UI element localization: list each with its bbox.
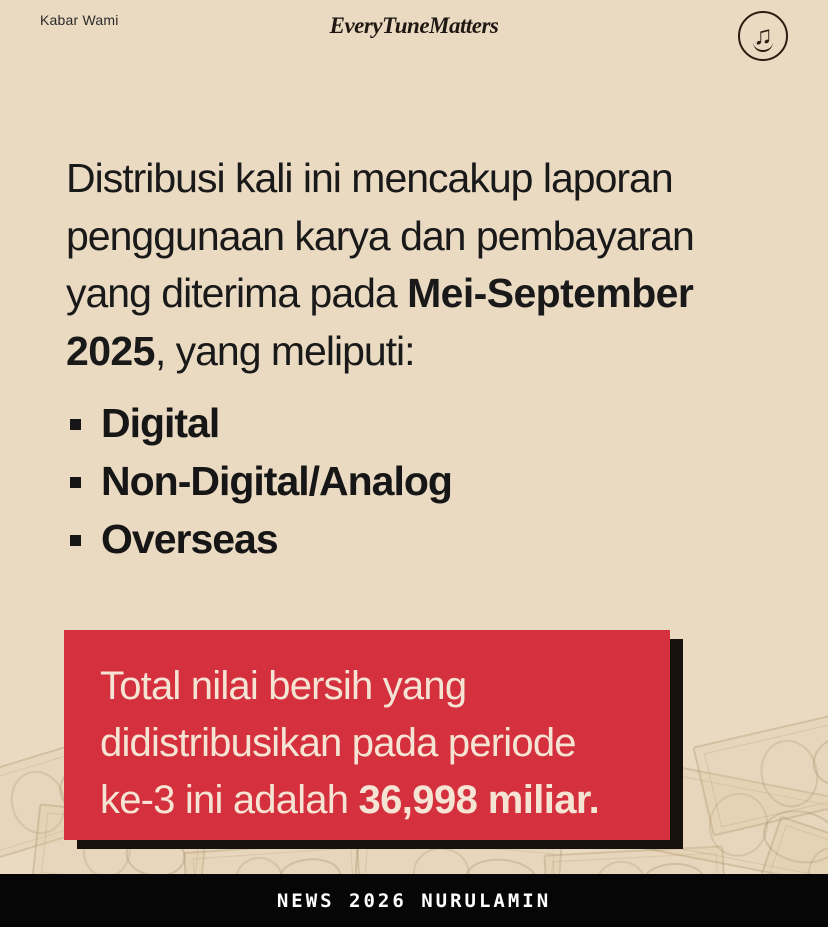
text-segment: Distribusi kali ini mencakup laporan	[66, 155, 673, 201]
square-bullet-icon	[70, 535, 81, 546]
bullet-item	[70, 510, 452, 568]
text-segment: Total nilai bersih yang	[100, 664, 467, 708]
bullet-label: Overseas	[101, 515, 278, 562]
intro-paragraph	[66, 150, 786, 380]
coverage-bullet-list	[70, 394, 452, 568]
text-segment: penggunaan karya dan pembayaran	[66, 212, 694, 259]
text-line	[100, 772, 650, 829]
text-line	[100, 658, 650, 715]
square-bullet-icon	[70, 477, 81, 488]
money-bill-decoration	[692, 700, 828, 837]
total-distribution-highlight-box	[64, 630, 670, 840]
footer-bar	[0, 874, 828, 927]
music-note-glyph: ♫	[753, 20, 773, 50]
text-line	[66, 323, 786, 381]
logo-hands-flourish	[753, 42, 773, 52]
text-line	[100, 715, 650, 772]
footer-caption: NEWS 2026 NURULAMIN	[276, 889, 552, 912]
text-segment: , yang meliputi:	[154, 327, 415, 374]
text-line	[66, 265, 786, 323]
bullet-label: Non-Digital/Analog	[101, 457, 452, 504]
text-segment: yang diterima pada	[66, 270, 408, 316]
text-segment: ke-3 ini adalah	[100, 778, 359, 822]
bullet-item	[70, 452, 452, 510]
text-line	[66, 208, 786, 266]
text-segment: 2025	[66, 327, 155, 374]
bullet-item	[70, 394, 452, 452]
bullet-label: Digital	[101, 399, 220, 446]
square-bullet-icon	[70, 419, 81, 430]
wordmark-title: EveryTuneMatters	[329, 13, 499, 38]
text-segment: Mei-September	[407, 270, 694, 316]
text-segment: 36,998 miliar.	[358, 778, 600, 822]
brand-left-label: Kabar Wami	[40, 12, 119, 28]
text-segment: didistribusikan pada periode	[100, 721, 576, 765]
treble-clef-logo-icon	[738, 11, 788, 61]
text-line	[66, 150, 786, 208]
